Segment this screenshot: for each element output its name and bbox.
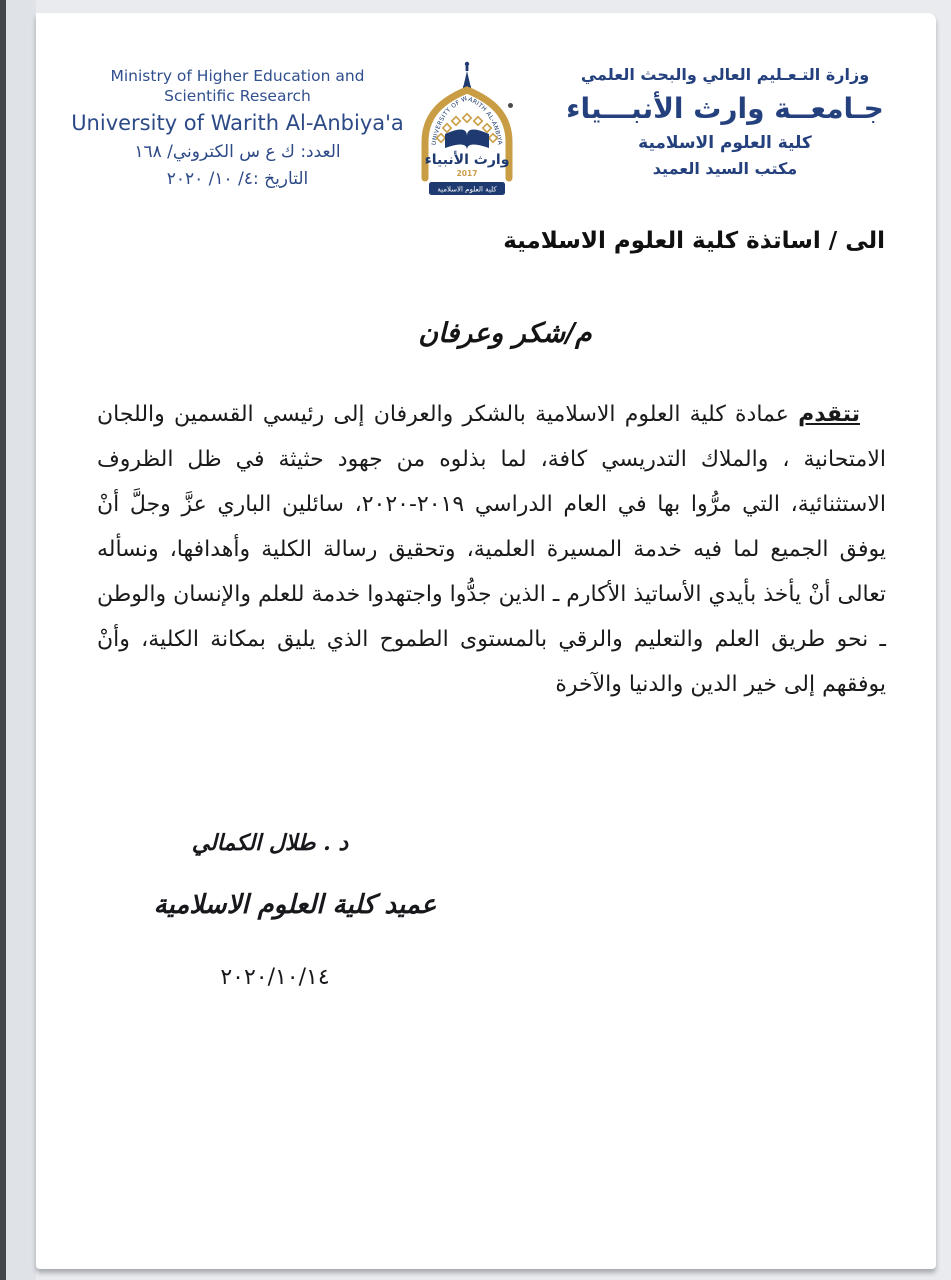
university-name-ar: جـامعــة وارث الأنبـــياء [566, 92, 884, 125]
signature-title: عميد كلية العلوم الاسلامية [153, 890, 437, 920]
ref-number-line: العدد: ك ع س الكتروني/ ١٦٨ [134, 142, 341, 162]
ministry-line-1: Ministry of Higher Education and [110, 67, 365, 85]
body-lead-word: تتقدم [798, 402, 860, 427]
signature-name: د . طلال الكمالي [191, 830, 349, 856]
addressee-line: الى / اساتذة كلية العلوم الاسلامية [503, 228, 885, 254]
seal-year: 2017 [456, 169, 478, 178]
seal-banner-text: كلية العلوم الاسلامية [437, 185, 497, 194]
college-name-ar: كلية العلوم الاسلامية [638, 133, 812, 153]
university-seal [405, 58, 529, 212]
scan-edge-gray [6, 0, 36, 1280]
seal-curved-text: UNIVERSITY OF WARITH AL-ANBIYA [430, 95, 504, 146]
signature-date: ٢٠٢٠/١٠/١٤ [220, 965, 330, 990]
ref-date-line: التاريخ :٤/ ١٠/ ٢٠٢٠ [166, 169, 309, 189]
open-book-icon [445, 129, 489, 150]
body-paragraph-text: عمادة كلية العلوم الاسلامية بالشكر والعرفان إلى رئيسي القسمين واللجان الامتحانية ، والملاك التدريسي كافة، لما بذلوه من جهود حثيثة في ظل الظروف الاستثنائية، التي مرُّوا بها في العام الدراسي ٢٠١٩-٢٠٢٠، سائلين الباري عزَّ وجلَّ أنْ يوفق الجميع لما فيه خدمة المسيرة العلمية، وتحقيق رسالة الكلية وأهدافها، ونسأله تعالى أنْ يأخذ بأيدي الأساتيذ الأكارم ـ الذين جدُّوا واجتهدوا خدمة للعلم والإنسان والوطن ـ نحو طريق العلم والتعليم والرقي بالمستوى الطموح الذي يليق بمكانة الكلية، وأنْ يوفقهم إلى خير الدين والدنيا والآخرة [97, 402, 886, 697]
letterhead-right [550, 62, 900, 182]
subject-line: م/شكر وعرفان [418, 318, 592, 349]
body-paragraph [97, 392, 886, 707]
university-name-en: University of Warith Al-Anbiya'a [71, 111, 404, 135]
seal-calligraphy: وارث الأنبياء [424, 152, 510, 168]
ink-dot [508, 103, 513, 108]
ministry-line-2: Scientific Research [164, 87, 311, 105]
letterhead-left [70, 66, 405, 192]
ministry-line-ar: وزارة التـعـليم العالي والبحث العلمي [580, 65, 870, 84]
dean-office-line: مكتب السيد العميد [652, 159, 798, 178]
